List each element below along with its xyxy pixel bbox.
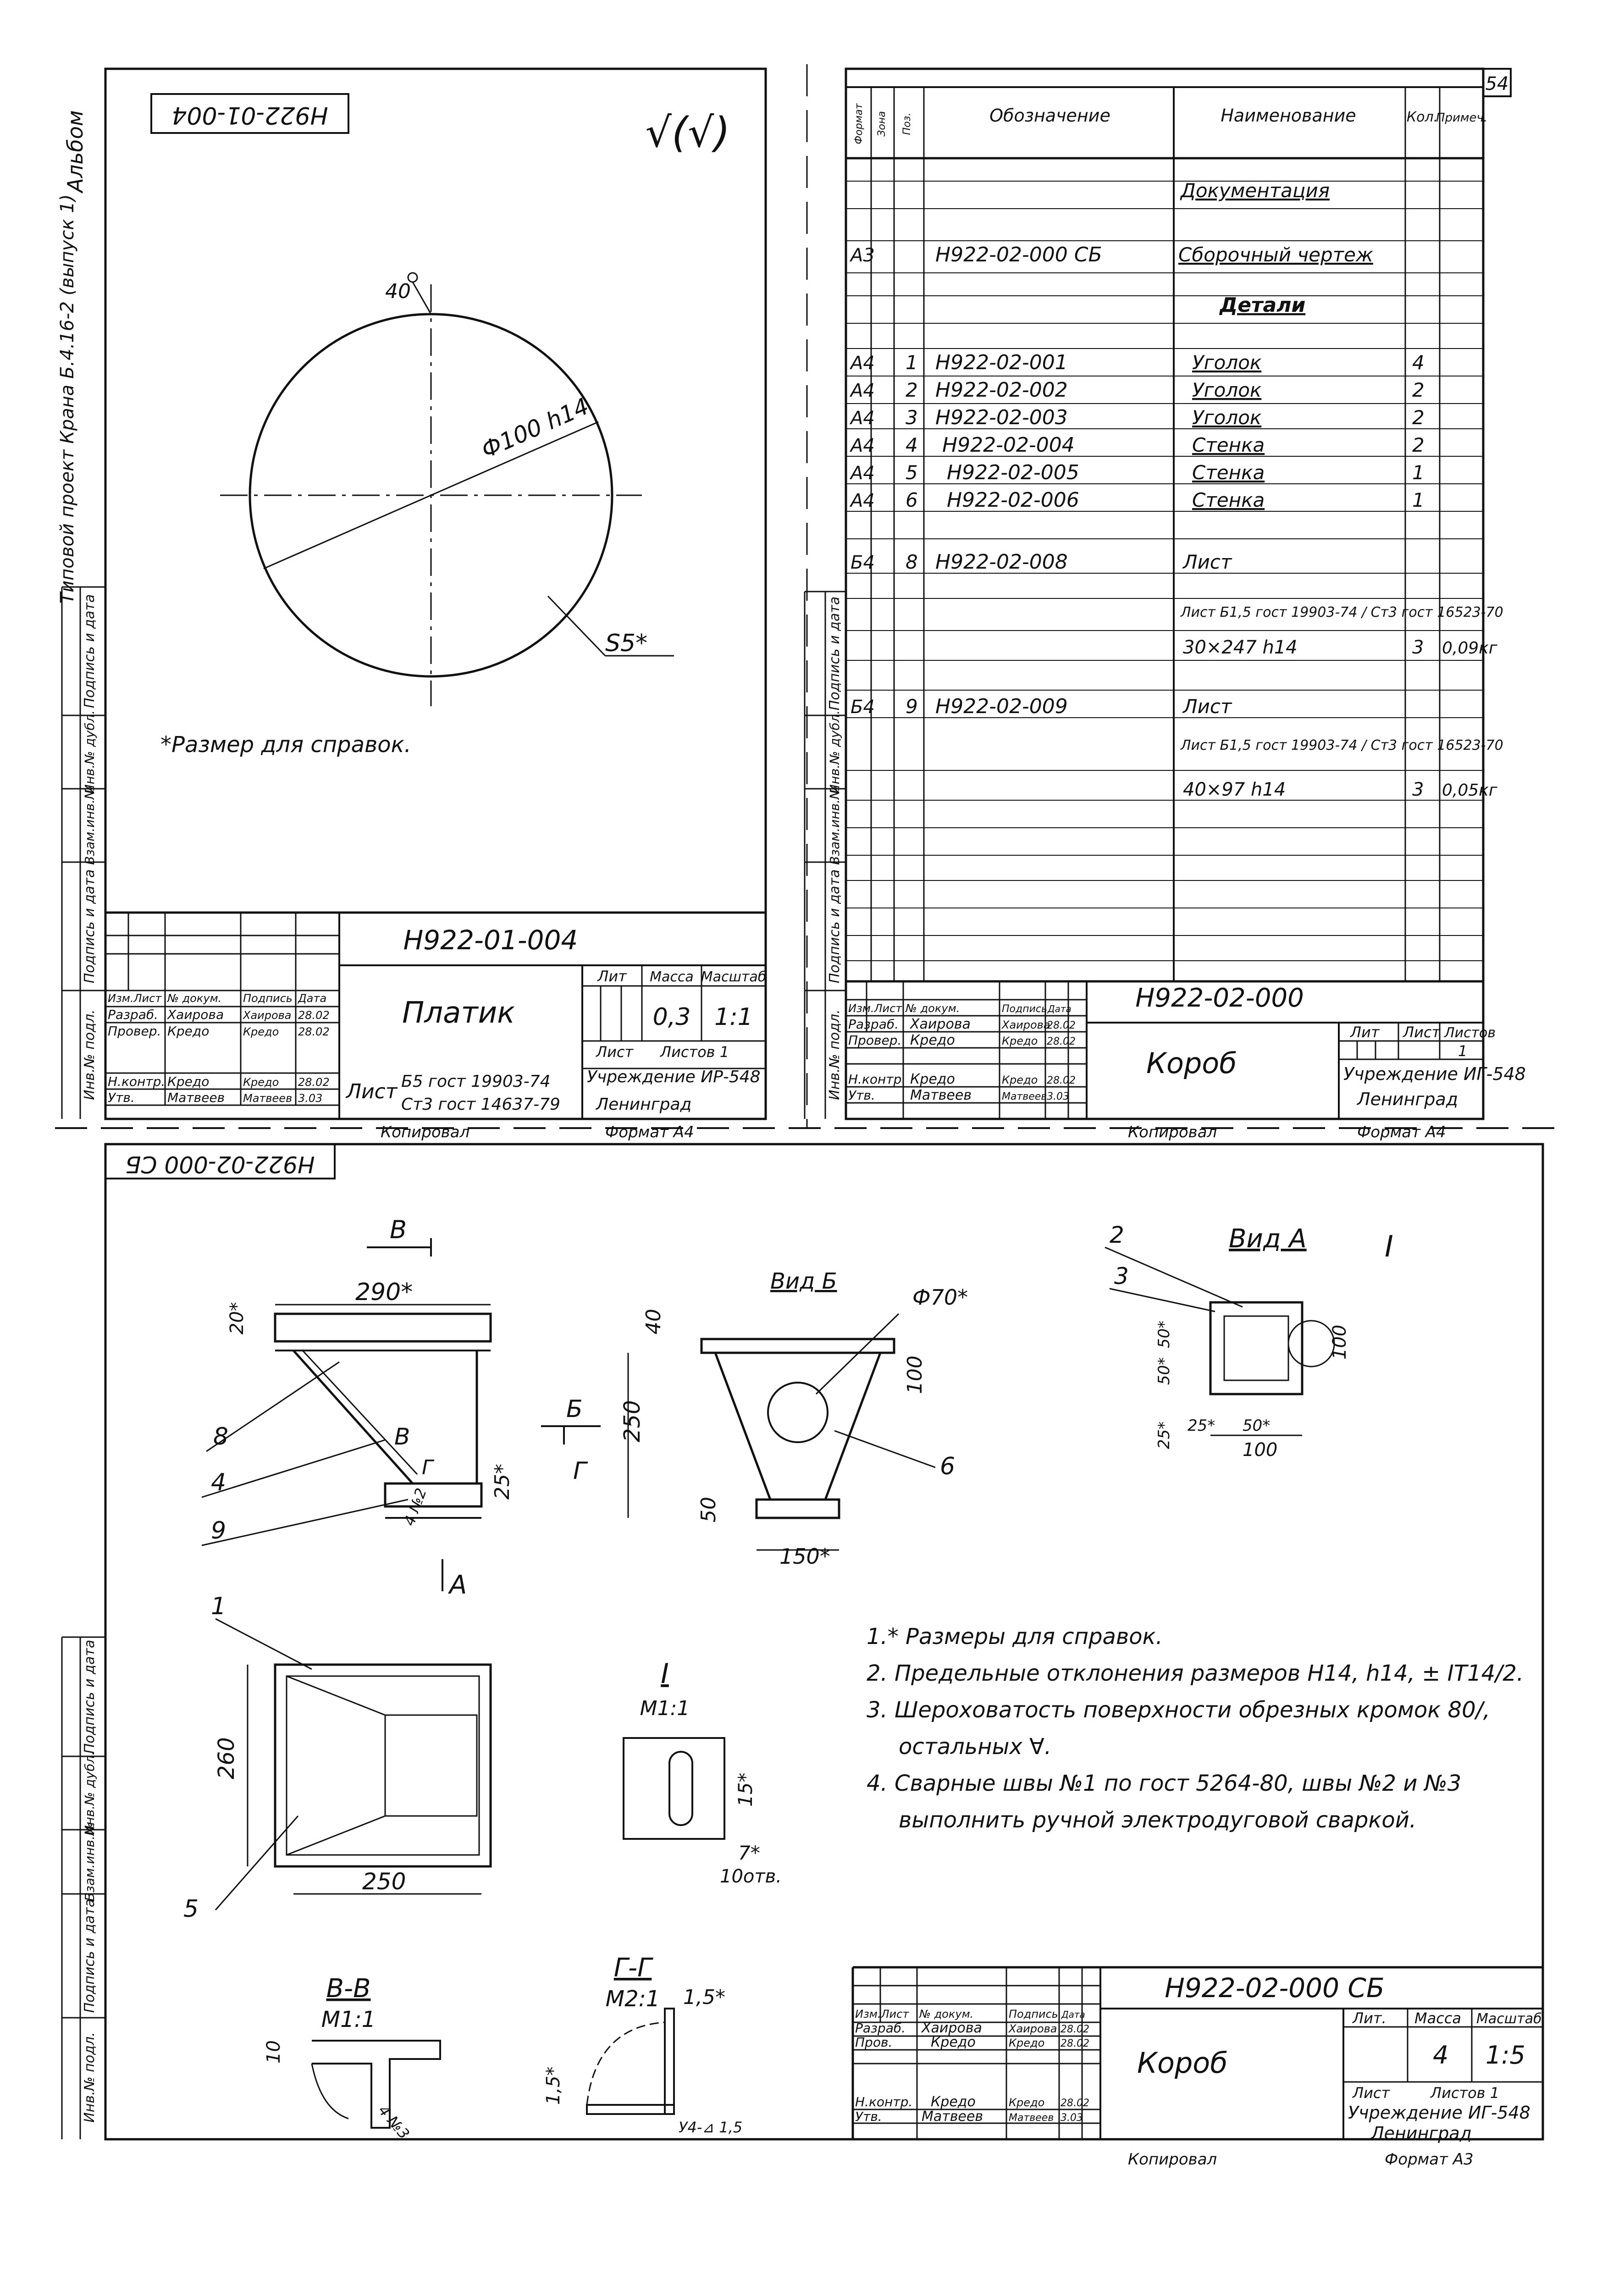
role-header: Изм.Лист xyxy=(855,2008,909,2020)
sheet-1 xyxy=(57,69,766,1141)
col-header-designation: Обозначение xyxy=(989,105,1110,126)
row-name: Лист Б1,5 гост 19903-74 / Ст3 гост 16523-70 xyxy=(1181,737,1503,753)
diameter-label: Ф100 h14 xyxy=(477,393,593,464)
row-pos: 4 xyxy=(906,434,918,456)
section-vv-title: В-В xyxy=(326,1974,371,2004)
dim-10: 10 xyxy=(263,2040,284,2064)
sheet-2-frame xyxy=(846,69,1483,1119)
section-b-marker: Б xyxy=(566,1395,583,1423)
row-pos: 3 xyxy=(906,406,918,429)
sheet-1-mass-header: Масса xyxy=(650,969,694,985)
row-name: Стенка xyxy=(1192,434,1265,456)
spec-table-row xyxy=(851,695,1232,718)
role-sign: Кредо xyxy=(243,1076,279,1089)
role-sign: Кредо xyxy=(1009,2096,1045,2109)
sheet-1-material-label: Лист xyxy=(346,1080,398,1103)
sheet-2-format: Формат А4 xyxy=(1357,1123,1446,1141)
sheet-1-margin-label: Инв.№ подл. xyxy=(82,1009,98,1100)
note-line: выполнить ручной электродуговой сваркой. xyxy=(899,1807,1417,1833)
sheet-1-title-name: Платик xyxy=(402,996,515,1030)
weld-3: 4 №3 xyxy=(375,2102,413,2142)
row-format: А4 xyxy=(851,353,875,374)
sheet-2-margin-label: Подпись и дата xyxy=(827,869,843,984)
sheet-3-margin-label: Подпись и дата xyxy=(82,1899,98,2013)
dim-20: 20* xyxy=(226,1302,248,1334)
section-gg xyxy=(543,1953,742,2136)
section-vv xyxy=(263,1974,440,2142)
role-header: Подпись xyxy=(1009,2008,1058,2020)
sheet-1-margin-label: Инв.№ дубл. xyxy=(82,710,97,794)
sheet-2-lit: Лит xyxy=(1350,1024,1380,1041)
section-vv-scale: М1:1 xyxy=(321,2007,376,2032)
role-sign: Кредо xyxy=(243,1025,279,1038)
role-person: Хаирова xyxy=(922,2020,982,2036)
role-person: Матвеев xyxy=(910,1087,972,1103)
row-designation: Н922-02-009 xyxy=(935,695,1068,718)
spec-table-row xyxy=(1180,179,1330,202)
role-date: 28.02 xyxy=(1047,1020,1076,1031)
sheet-2-margin-label: Взам.инв.№ xyxy=(827,786,842,865)
dim-15g2: 1,5* xyxy=(543,2066,564,2105)
spec-table-row xyxy=(1180,737,1503,753)
row-name: Документация xyxy=(1181,179,1330,202)
row-qty: 2 xyxy=(1412,406,1425,429)
sheet-3-scale: 1:5 xyxy=(1486,2041,1525,2070)
row-format: Б4 xyxy=(851,552,875,573)
sheet-2-copied: Копировал xyxy=(1128,1123,1217,1141)
sheet-1-margin-label: Подпись и дата xyxy=(82,869,98,984)
sheet-1-list: Лист xyxy=(596,1043,634,1061)
role-person: Кредо xyxy=(167,1074,210,1089)
role-name: Провер. xyxy=(848,1033,902,1048)
album-project-label: Типовой проект Крана Б.4.16-2 (выпуск 1) xyxy=(57,194,78,604)
role-date: 28.02 xyxy=(298,1076,330,1089)
sheet-1-margin-label: Подпись и дата xyxy=(82,594,98,708)
detail-i-scale: М1:1 xyxy=(640,1697,690,1720)
role-header: № докум. xyxy=(906,1002,960,1015)
front-view xyxy=(226,1215,601,1600)
sheet-3-list: Лист xyxy=(1353,2084,1390,2102)
col-header-zone: Зона xyxy=(876,111,888,137)
role-name: Н.контр. xyxy=(855,2094,913,2109)
callout-4: 4 xyxy=(211,1469,226,1496)
note-line: остальных ∀. xyxy=(899,1734,1052,1760)
col-header-format: Формат xyxy=(853,103,865,144)
role-date: 28.02 xyxy=(1047,1075,1076,1086)
sheet-3-lit-header: Лит. xyxy=(1353,2009,1386,2027)
sheet-2 xyxy=(805,69,1526,1141)
spec-table-row xyxy=(1183,637,1498,658)
s5-label: S5* xyxy=(605,630,648,657)
note-line: 4. Сварные швы №1 по гост 5264-80, швы №2 и №3 xyxy=(867,1771,1462,1796)
row-name: Сборочный чертеж xyxy=(1178,244,1373,266)
row-designation: Н922-02-004 xyxy=(942,433,1075,457)
dim-25: 25* xyxy=(491,1464,514,1500)
col-header-note: Примеч. xyxy=(1436,111,1488,125)
sheet-3-margin-label: Инв.№ дубл. xyxy=(82,1751,97,1835)
dim-250: 250 xyxy=(619,1400,645,1442)
row-name: Детали xyxy=(1220,293,1306,317)
role-header: Изм.Лист xyxy=(848,1002,902,1015)
dim-a50c: 50* xyxy=(1243,1417,1270,1435)
sheet-1-note: *Размер для справок. xyxy=(160,732,411,758)
sheet-3-scale-header: Масштаб xyxy=(1476,2011,1542,2027)
row-pos: 2 xyxy=(906,379,918,401)
row-designation: Н922-02-002 xyxy=(935,378,1068,402)
role-sign: Кредо xyxy=(1002,1074,1038,1086)
row-format: А3 xyxy=(851,245,875,266)
hole-leader xyxy=(413,282,431,314)
role-date: 28.02 xyxy=(1061,2038,1089,2049)
weld-2: 4 №2 xyxy=(400,1486,430,1528)
role-sign: Кредо xyxy=(1002,1035,1038,1047)
role-header: Изм.Лист xyxy=(108,992,162,1005)
page-number: 54 xyxy=(1485,73,1509,94)
dim-260: 260 xyxy=(214,1737,239,1779)
role-name: Утв. xyxy=(108,1090,135,1105)
sheet-1-scale-header: Масштаб xyxy=(701,969,767,985)
note-line: 2. Предельные отклонения размеров Н14, h14, ± IT14/2. xyxy=(867,1661,1524,1686)
row-designation: Н922-02-001 xyxy=(935,351,1068,374)
spec-table-row xyxy=(849,488,1425,512)
role-sign: Матвеев xyxy=(1002,1091,1047,1102)
role-person: Хаирова xyxy=(167,1007,224,1022)
sheet-1-org: Учреждение ИР-548 xyxy=(587,1068,761,1086)
role-date: 28.02 xyxy=(298,1009,330,1022)
hole-label: 40 xyxy=(385,280,411,303)
role-name: Разраб. xyxy=(848,1017,899,1032)
row-designation: Н922-02-008 xyxy=(935,550,1068,574)
row-name: Лист xyxy=(1183,551,1232,573)
row-qty: 2 xyxy=(1412,434,1425,456)
callout-9: 9 xyxy=(211,1517,226,1544)
sheet-2-title-name: Короб xyxy=(1146,1046,1237,1080)
sheet-3-margin-label: Инв.№ подл. xyxy=(82,2032,98,2123)
role-person: Кредо xyxy=(910,1071,955,1087)
sheet-1-scale: 1:1 xyxy=(714,1003,753,1031)
plan-view xyxy=(183,1593,491,1923)
role-date: 28.02 xyxy=(298,1025,330,1038)
row-format: А4 xyxy=(851,380,875,401)
role-header: Дата xyxy=(1061,2009,1085,2020)
sheet-3-mass: 4 xyxy=(1433,2041,1449,2070)
role-person: Матвеев xyxy=(167,1090,225,1105)
dim-a50b: 50* xyxy=(1155,1357,1173,1385)
role-date: 3.03 xyxy=(1061,2112,1083,2124)
dim-150: 150* xyxy=(779,1544,830,1569)
sheet-2-org: Учреждение ИГ-548 xyxy=(1343,1064,1526,1084)
note-line: 3. Шероховатость поверхности обрезных кромок 80/, xyxy=(867,1697,1491,1723)
row-designation: Н922-02-000 СБ xyxy=(935,243,1102,266)
sheet-1-copied: Копировал xyxy=(381,1123,470,1141)
section-v-label: В xyxy=(394,1423,410,1450)
row-name: Уголок xyxy=(1192,406,1262,429)
col-header-name: Наименование xyxy=(1221,105,1356,126)
row-name: Лист xyxy=(1183,695,1232,718)
spec-table-row xyxy=(1183,779,1498,800)
role-name: Разраб. xyxy=(108,1007,159,1022)
role-sign: Хаирова xyxy=(1009,2022,1057,2035)
album-label: Альбом xyxy=(63,110,88,193)
sheet-3-title-name: Короб xyxy=(1137,2046,1228,2080)
spec-table-row xyxy=(1180,604,1503,620)
dim-250h: 250 xyxy=(362,1868,406,1895)
role-name: Утв. xyxy=(855,2109,882,2124)
sheet-2-listov: Листов xyxy=(1444,1025,1496,1041)
sheet-2-margin-label: Подпись и дата xyxy=(827,596,843,711)
row-pos: 1 xyxy=(906,351,918,374)
row-qty: 3 xyxy=(1412,637,1424,658)
row-name: Лист Б1,5 гост 19903-74 / Ст3 гост 16523-70 xyxy=(1181,604,1503,620)
sheet-1-lit-header: Лит xyxy=(597,968,627,985)
row-qty: 1 xyxy=(1412,489,1425,511)
view-b xyxy=(619,1268,968,1569)
role-date: 28.02 xyxy=(1047,1036,1076,1047)
dim-40: 40 xyxy=(642,1309,665,1334)
sheet-3-title-code: Н922-02-000 СБ xyxy=(1165,1972,1385,2004)
row-pos: 8 xyxy=(906,551,918,573)
sheet-1-material1: Б5 гост 19903-74 xyxy=(401,1072,551,1091)
row-note: 0,05кг xyxy=(1442,781,1497,800)
dim-7: 7* xyxy=(738,1842,760,1864)
row-designation: Н922-02-006 xyxy=(947,488,1079,512)
dim-290: 290* xyxy=(355,1279,413,1306)
role-header: Подпись xyxy=(1002,1003,1047,1015)
row-format: А4 xyxy=(851,490,875,511)
row-designation: Н922-02-003 xyxy=(935,406,1068,429)
sheet-1-format: Формат А4 xyxy=(605,1123,694,1141)
row-name: Уголок xyxy=(1192,379,1262,401)
role-name: Разраб. xyxy=(855,2020,906,2036)
sheet-3-margin-label: Подпись и дата xyxy=(82,1639,98,1754)
sheet-3-format: Формат А3 xyxy=(1385,2150,1474,2169)
sheet-3-margin-label: Взам.инв.№ xyxy=(82,1822,97,1902)
sheet-2-list: Лист xyxy=(1403,1024,1441,1041)
section-g-marker: Г xyxy=(573,1457,586,1485)
section-gg-scale: М2:1 xyxy=(605,1986,660,2012)
row-designation: Н922-02-005 xyxy=(947,461,1079,484)
row-pos: 6 xyxy=(906,489,918,511)
row-name: 40×97 h14 xyxy=(1183,779,1286,800)
row-format: А4 xyxy=(851,463,875,484)
sheet-1-frame xyxy=(105,69,766,1119)
spec-table-row xyxy=(849,351,1425,374)
spec-table-row xyxy=(849,406,1425,429)
role-date: 3.03 xyxy=(298,1092,323,1105)
sheet-1-margin-label: Взам.инв.№ xyxy=(82,786,97,865)
role-header: № докум. xyxy=(167,992,222,1005)
role-name: Утв. xyxy=(848,1088,875,1103)
dim-70: Ф70* xyxy=(912,1285,968,1310)
spec-table-row xyxy=(849,461,1425,484)
sheet-3 xyxy=(62,1144,1543,2169)
dim-50: 50 xyxy=(697,1497,720,1522)
role-header: Дата xyxy=(1048,1003,1072,1014)
callout-6: 6 xyxy=(940,1453,956,1480)
row-name: Стенка xyxy=(1192,461,1265,484)
spec-table-grid xyxy=(846,87,1483,981)
callout-1: 1 xyxy=(211,1593,226,1620)
detail-i xyxy=(624,1658,782,1887)
note-line: 1.* Размеры для справок. xyxy=(867,1624,1163,1649)
view-i-marker: I xyxy=(1385,1230,1393,1264)
section-g-label: Г xyxy=(422,1456,433,1479)
role-person: Матвеев xyxy=(922,2109,983,2125)
role-name: Н.контр. xyxy=(108,1074,166,1089)
callout-3: 3 xyxy=(1114,1263,1129,1290)
role-date: 28.02 xyxy=(1061,2024,1089,2035)
role-person: Кредо xyxy=(167,1024,210,1039)
assembly-notes xyxy=(867,1624,1524,1833)
sheet-3-listov: Листов 1 xyxy=(1431,2084,1500,2102)
spec-table-row xyxy=(851,550,1232,574)
role-sign: Хаирова xyxy=(243,1009,292,1022)
sheet-3-stamp-code: Н922-02-000 СБ xyxy=(125,1151,315,1178)
sheet-1-mass: 0,3 xyxy=(652,1003,691,1031)
sheet-2-city: Ленинград xyxy=(1357,1089,1458,1109)
view-b-title: Вид Б xyxy=(770,1268,837,1294)
section-gg-title: Г-Г xyxy=(613,1953,652,1983)
dim-a100h: 100 xyxy=(1243,1439,1278,1461)
sheet-2-margin-label: Инв.№ подл. xyxy=(827,1009,843,1100)
dim-15: 15* xyxy=(734,1772,757,1807)
role-name: Провер. xyxy=(108,1024,161,1039)
view-a xyxy=(1105,1222,1393,1461)
role-header: Дата xyxy=(298,992,327,1005)
sheet-3-mass-header: Масса xyxy=(1414,2009,1462,2027)
role-sign: Кредо xyxy=(1009,2037,1045,2049)
dim-a100v: 100 xyxy=(1329,1324,1350,1360)
col-header-qty: Кол. xyxy=(1406,109,1438,125)
sheet-2-listov-val: 1 xyxy=(1458,1042,1468,1060)
row-name: Стенка xyxy=(1192,489,1265,511)
row-qty: 2 xyxy=(1412,379,1425,401)
row-pos: 9 xyxy=(906,695,918,718)
role-person: Кредо xyxy=(931,2034,976,2050)
weld-y4: У4-⊿ 1,5 xyxy=(679,2119,743,2136)
sheet-1-title-code: Н922-01-004 xyxy=(403,924,578,956)
role-name: Пров. xyxy=(855,2035,893,2050)
row-pos: 5 xyxy=(906,461,918,484)
row-note: 0,09кг xyxy=(1442,639,1497,658)
view-b-marker: В xyxy=(390,1215,407,1244)
dim-a50a: 50* xyxy=(1155,1320,1173,1348)
callout-8: 8 xyxy=(213,1423,229,1450)
spec-table-row xyxy=(1219,293,1305,317)
spec-table-row xyxy=(849,378,1425,402)
role-name: Н.контр. xyxy=(848,1072,906,1087)
role-person: Хаирова xyxy=(910,1016,971,1032)
role-person: Кредо xyxy=(910,1032,955,1048)
row-format: А4 xyxy=(851,435,875,456)
sheet-3-copied: Копировал xyxy=(1128,2150,1217,2169)
sheet-1-listov: Листов 1 xyxy=(660,1043,729,1061)
role-header: № докум. xyxy=(919,2008,974,2020)
role-sign: Хаирова xyxy=(1002,1018,1050,1031)
row-qty: 1 xyxy=(1412,461,1425,484)
sheet-3-org: Учреждение ИГ-548 xyxy=(1348,2103,1530,2123)
role-person: Кредо xyxy=(931,2094,976,2110)
role-date: 3.03 xyxy=(1047,1091,1069,1102)
role-header: Подпись xyxy=(243,992,293,1005)
sheet-2-title-code: Н922-02-000 xyxy=(1135,983,1304,1013)
dim-100: 100 xyxy=(903,1356,927,1394)
sheet-3-city: Ленинград xyxy=(1371,2123,1472,2143)
dim-holes: 10отв. xyxy=(720,1866,782,1887)
row-name: 30×247 h14 xyxy=(1183,637,1298,658)
row-qty: 3 xyxy=(1412,779,1424,800)
dim-a25b: 25* xyxy=(1188,1417,1215,1435)
callout-2: 2 xyxy=(1110,1222,1124,1248)
sheet-1-city: Ленинград xyxy=(596,1095,692,1114)
sheet-1-material2: Ст3 гост 14637-79 xyxy=(401,1095,560,1114)
row-format: Б4 xyxy=(851,697,875,718)
dim-a25a: 25* xyxy=(1155,1421,1173,1449)
role-sign: Матвеев xyxy=(1009,2112,1054,2124)
sheet-2-margin-label: Инв.№ дубл. xyxy=(827,710,842,794)
sheet-1-stamp-code: Н922-01-004 xyxy=(171,101,328,129)
roughness-mark: √(√) xyxy=(645,109,730,157)
spec-table-row xyxy=(849,433,1425,457)
detail-i-title: I xyxy=(661,1658,669,1690)
row-format: А4 xyxy=(851,408,875,429)
role-sign: Матвеев xyxy=(243,1092,293,1105)
row-name: Уголок xyxy=(1192,351,1262,374)
row-qty: 4 xyxy=(1412,351,1425,374)
spec-table-row xyxy=(849,243,1373,266)
role-date: 28.02 xyxy=(1061,2098,1089,2109)
view-a-title: Вид А xyxy=(1229,1224,1307,1254)
col-header-pos: Поз. xyxy=(901,112,913,135)
view-a-marker: А xyxy=(449,1570,467,1600)
dim-15g: 1,5* xyxy=(683,1986,725,2009)
callout-5: 5 xyxy=(183,1895,199,1923)
